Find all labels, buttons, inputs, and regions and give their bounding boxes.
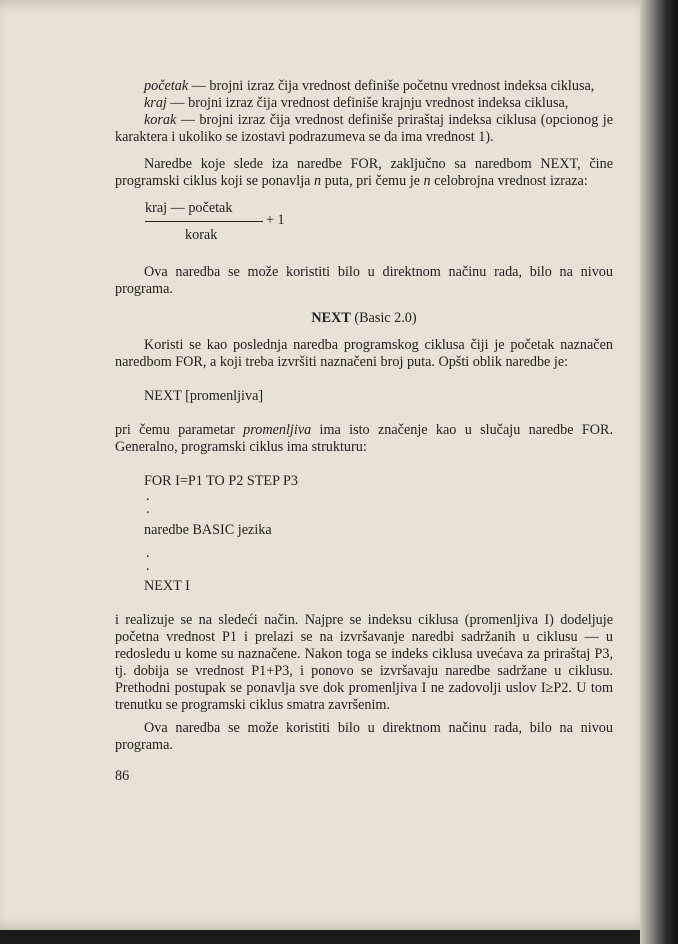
fraction-bar [145,221,263,222]
code-for-line: FOR I=P1 TO P2 STEP P3 [144,473,298,489]
formula-plus: + 1 [266,212,285,228]
paragraph-parameter: pri čemu parametar promenljiva ima isto značenje kao u slučaju naredbe FOR. Generalno, programski ciklus ima strukturu: [115,422,613,455]
code-body-line: naredbe BASIC jezika [144,522,272,538]
page-edge-shadow [640,0,678,944]
definition-kraj: kraj — brojni izraz čija vrednost definiše krajnju vrednost indeksa ciklusa, [144,95,569,111]
ellipsis-dot: . [146,545,150,561]
ellipsis-dot: . [146,558,150,574]
page-content [115,78,613,785]
ellipsis-dot: . [146,501,150,517]
paragraph-execution: i realizuje se na sledeći način. Najpre se indeksu ciklusa (promenljiva I) dodeljuje početna vrednost P1 i prelazi se na izvršavanje naredbi sadržanih u ciklusu — u redosledu u kome su naznačene. Nakon toga se indeks ciklusa uvećava za priraštaj P3, tj. dobija se vrednost P1+P3, i ponovo se izvršavaju naredbe sadržane u ciklusu. Prethodni postupak se ponavlja sve dok promenljiva I ne zadovolji uslov I≥P2. U tom trenutku se programski ciklus smatra završenim. [115,612,613,713]
section-heading: NEXT (Basic 2.0) [311,310,417,326]
page-number: 86 [115,768,130,784]
code-next-line: NEXT I [144,578,190,594]
paragraph-usage-2: Ova naredba se može koristiti bilo u direktnom načinu rada, bilo na nivou programa. [115,720,613,753]
definition-korak: korak — brojni izraz čija vrednost definiše priraštaj indeksa ciklusa (opcionog je karaktera i ukoliko se izostavi podrazumeva se da ima vrednost 1). [115,112,613,145]
paragraph-next-description: Koristi se kao poslednja naredba programskog ciklusa čiji je početak naznačen naredbom FOR, a koji treba izvršiti naznačeni broj puta. Opšti oblik naredbe je: [115,337,613,370]
formula [145,200,613,254]
ellipsis-dot: . [146,488,150,504]
paragraph-cycle: Naredbe koje slede iza naredbe FOR, zaključno sa naredbom NEXT, čine programski ciklus koji se ponavlja n puta, pri čemu je n celobrojna vrednost izraza: [115,156,613,189]
code-next-syntax: NEXT [promenljiva] [144,388,264,404]
formula-denominator: korak [185,227,218,243]
formula-numerator: kraj — početak [145,200,233,216]
definition-pocetak: početak — brojni izraz čija vrednost definiše početnu vrednost indeksa ciklusa, [144,78,595,94]
paragraph-usage-1: Ova naredba se može koristiti bilo u direktnom načinu rada, bilo na nivou programa. [115,264,613,297]
